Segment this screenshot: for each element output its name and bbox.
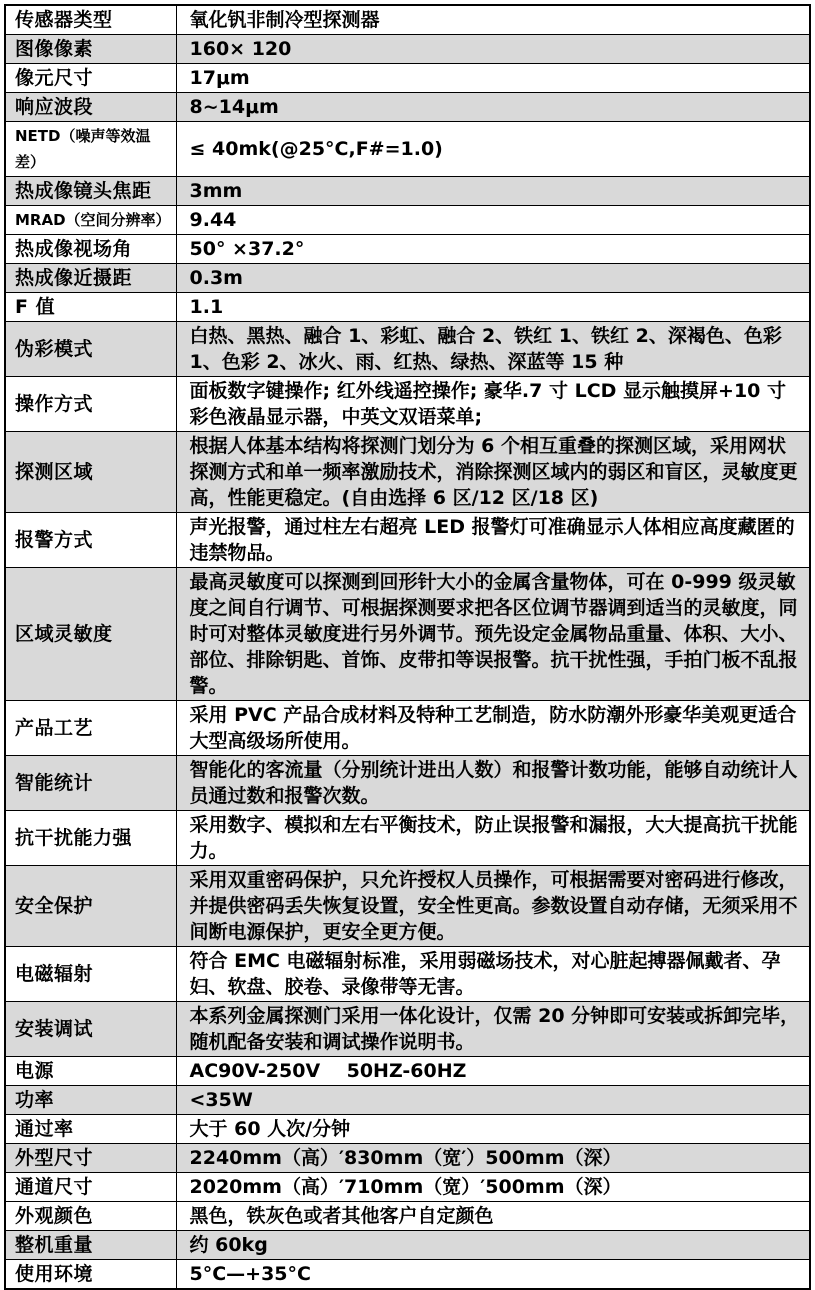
spec-value: 声光报警，通过柱左右超亮 LED 报警灯可准确显示人体相应高度藏匿的违禁物品。 (176, 513, 810, 568)
spec-label: 伪彩模式 (5, 322, 176, 377)
spec-label: 探测区域 (5, 432, 176, 513)
spec-value: 黑色，铁灰色或者其他客户自定颜色 (176, 1202, 810, 1231)
spec-value: AC90V-250V 50HZ-60HZ (176, 1057, 810, 1086)
spec-label: 热成像近摄距 (5, 264, 176, 293)
spec-value: 白热、黑热、融合 1、彩虹、融合 2、铁红 1、铁红 2、深褐色、色彩 1、色彩 2、冰火、雨、红热、绿热、深蓝等 15 种 (176, 322, 810, 377)
table-row (5, 866, 810, 947)
spec-label: 通过率 (5, 1115, 176, 1144)
spec-value: 本系列金属探测门采用一体化设计，仅需 20 分钟即可安装或拆卸完毕，随机配备安装和调试操作说明书。 (176, 1002, 810, 1057)
spec-label: 报警方式 (5, 513, 176, 568)
spec-value: 9.44 (176, 206, 810, 235)
spec-label: 外型尺寸 (5, 1144, 176, 1173)
table-row (5, 264, 810, 293)
table-row (5, 947, 810, 1002)
spec-value: 面板数字键操作; 红外线遥控操作; 豪华.7 寸 LCD 显示触摸屏+10 寸彩色液晶显示器，中英文双语菜单; (176, 377, 810, 432)
table-row (5, 35, 810, 64)
spec-label: 电源 (5, 1057, 176, 1086)
spec-value: 0.3m (176, 264, 810, 293)
table-row (5, 513, 810, 568)
product-spec-table (4, 4, 811, 1290)
spec-label: 功率 (5, 1086, 176, 1115)
spec-label: 产品工艺 (5, 701, 176, 756)
spec-label: 热成像视场角 (5, 235, 176, 264)
table-row (5, 756, 810, 811)
spec-value: 最高灵敏度可以探测到回形针大小的金属含量物体，可在 0-999 级灵敏度之间自行调节、可根据探测要求把各区位调节器调到适当的灵敏度，同时可对整体灵敏度进行另外调节。预先设定金属物品重量、体积、大小、部位、排除钥匙、首饰、皮带扣等误报警。抗干扰性强，手拍门板不乱报警。 (176, 568, 810, 701)
spec-label: 传感器类型 (5, 5, 176, 35)
table-row (5, 1144, 810, 1173)
spec-label: 操作方式 (5, 377, 176, 432)
spec-value: <35W (176, 1086, 810, 1115)
spec-label: 通道尺寸 (5, 1173, 176, 1202)
table-row (5, 1115, 810, 1144)
table-row (5, 1173, 810, 1202)
spec-label: 响应波段 (5, 93, 176, 122)
spec-value: 符合 EMC 电磁辐射标准，采用弱磁场技术，对心脏起搏器佩戴者、孕妇、软盘、胶卷、录像带等无害。 (176, 947, 810, 1002)
table-row (5, 1086, 810, 1115)
spec-label: 整机重量 (5, 1231, 176, 1260)
spec-label: 抗干扰能力强 (5, 811, 176, 866)
spec-value: 2020mm（高）′710mm（宽）′500mm（深） (176, 1173, 810, 1202)
spec-label: 图像像素 (5, 35, 176, 64)
spec-label: 热成像镜头焦距 (5, 177, 176, 206)
table-row (5, 206, 810, 235)
spec-value: 智能化的客流量（分别统计进出人数）和报警计数功能，能够自动统计人员通过数和报警次数。 (176, 756, 810, 811)
table-row (5, 93, 810, 122)
table-row (5, 811, 810, 866)
spec-value: 2240mm（高）′830mm（宽′）500mm（深） (176, 1144, 810, 1173)
spec-value: 8~14μm (176, 93, 810, 122)
spec-label: MRAD（空间分辨率） (5, 206, 176, 235)
spec-table-body (5, 5, 810, 1289)
table-row (5, 5, 810, 35)
spec-label: F 值 (5, 293, 176, 322)
spec-label: 像元尺寸 (5, 64, 176, 93)
spec-label: NETD（噪声等效温差） (5, 122, 176, 177)
spec-value: 采用 PVC 产品合成材料及特种工艺制造，防水防潮外形豪华美观更适合大型高级场所使用。 (176, 701, 810, 756)
spec-label: 外观颜色 (5, 1202, 176, 1231)
table-row (5, 1231, 810, 1260)
spec-value: 3mm (176, 177, 810, 206)
spec-label: 区域灵敏度 (5, 568, 176, 701)
spec-value: 17μm (176, 64, 810, 93)
table-row (5, 122, 810, 177)
table-row (5, 568, 810, 701)
spec-value: 50° ×37.2° (176, 235, 810, 264)
table-row (5, 701, 810, 756)
spec-value: 采用双重密码保护，只允许授权人员操作，可根据需要对密码进行修改，并提供密码丢失恢复设置，安全性更高。参数设置自动存储，无须采用不间断电源保护，更安全更方便。 (176, 866, 810, 947)
table-row (5, 322, 810, 377)
table-row (5, 1260, 810, 1290)
table-row (5, 432, 810, 513)
table-row (5, 177, 810, 206)
spec-value: 根据人体基本结构将探测门划分为 6 个相互重叠的探测区域，采用网状探测方式和单一频率激励技术，消除探测区域内的弱区和盲区，灵敏度更高，性能更稳定。(自由选择 6 区/12 区/18 区) (176, 432, 810, 513)
spec-value: ≤ 40mk(@25°C,F#=1.0) (176, 122, 810, 177)
table-row (5, 235, 810, 264)
spec-label: 电磁辐射 (5, 947, 176, 1002)
spec-value: 1.1 (176, 293, 810, 322)
spec-value: 大于 60 人次/分钟 (176, 1115, 810, 1144)
table-row (5, 293, 810, 322)
spec-value: 160× 120 (176, 35, 810, 64)
spec-label: 使用环境 (5, 1260, 176, 1290)
table-row (5, 377, 810, 432)
spec-value: 氧化钒非制冷型探测器 (176, 5, 810, 35)
table-row (5, 64, 810, 93)
spec-value: 约 60kg (176, 1231, 810, 1260)
table-row (5, 1057, 810, 1086)
spec-value: 5°C—+35°C (176, 1260, 810, 1290)
spec-label: 智能统计 (5, 756, 176, 811)
spec-label: 安装调试 (5, 1002, 176, 1057)
spec-value: 采用数字、模拟和左右平衡技术，防止误报警和漏报，大大提高抗干扰能力。 (176, 811, 810, 866)
table-row (5, 1002, 810, 1057)
spec-label: 安全保护 (5, 866, 176, 947)
